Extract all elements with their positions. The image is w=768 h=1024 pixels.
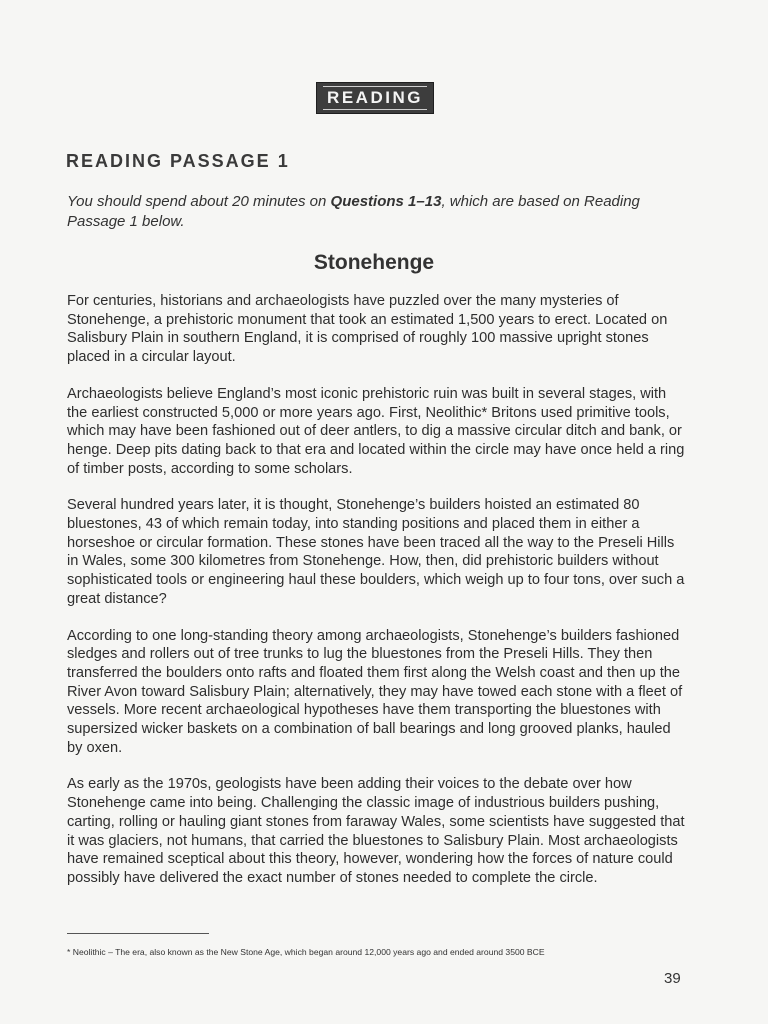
paragraph: Archaeologists believe England’s most iconic prehistoric ruin was built in several stages, with the earliest constructed 5,000 or more years ago. First, Neolithic* Britons used primitive tools, which may have been fashioned out of deer antlers, to dig a massive circular ditch and bank, or henge. Deep pits dating back to that era and located within the circle may have once held a ring of timber posts, according to some scholars. bbox=[67, 385, 685, 477]
section-label: READING bbox=[323, 86, 427, 110]
passage-heading: READING PASSAGE 1 bbox=[66, 151, 290, 171]
paragraph: Several hundred years later, it is thought, Stonehenge’s builders hoisted an estimated 80 bluestones, 43 of which remain today, into standing positions and placed them in either a horseshoe or circular formation. These stones have been traced all the way to the Preseli Hills in Wales, some 300 kilometres from Stonehenge. How, then, did prehistoric builders without sophisticated tools or engineering haul these boulders, which weigh up to four tons, over such a great distance? bbox=[67, 497, 685, 607]
section-label-box bbox=[316, 82, 434, 114]
page-number: 39 bbox=[664, 970, 681, 987]
instructions bbox=[67, 192, 687, 232]
instructions-text-end: , which are based on Reading Passage 1 below. bbox=[67, 193, 640, 230]
passage-body bbox=[67, 292, 685, 906]
paragraph: As early as the 1970s, geologists have been adding their voices to the debate over how Stonehenge came into being. Challenging the classic image of industrious builders pushing, carting, rolling or hauling giant stones from faraway Wales, some scientists have suggested that it was glaciers, not humans, that carried the bluestones to Salisbury Plain. Most archaeologists have remained sceptical about this theory, however, wondering how the forces of nature could possibly have delivered the exact number of stones needed to complete the circle. bbox=[67, 776, 685, 886]
paragraph: According to one long-standing theory among archaeologists, Stonehenge’s builders fashioned sledges and rollers out of tree trunks to lug the bluestones from the Preseli Hills. They then transferred the boulders onto rafts and floated them first along the Welsh coast and then up the River Avon toward Salisbury Plain; alternatively, they may have towed each stone with a fleet of vessels. More recent archaeological hypotheses have them transporting the bluestones with supersized wicker baskets on a combination of ball bearings and long grooved planks, hauled by oxen. bbox=[67, 627, 683, 756]
footnote-divider bbox=[67, 933, 209, 934]
paragraph: For centuries, historians and archaeologists have puzzled over the many mysteries of Stonehenge, a prehistoric monument that took an estimated 1,500 years to erect. Located on Salisbury Plain in southern England, it is comprised of roughly 100 massive upright stones placed in a circular layout. bbox=[67, 293, 668, 366]
footnote: * Neolithic – The era, also known as the New Stone Age, which began around 12,000 years ago and ended around 3500 BCE bbox=[67, 947, 545, 957]
instructions-text: You should spend about 20 minutes on bbox=[67, 193, 331, 210]
instructions-questions: Questions 1–13 bbox=[330, 193, 442, 210]
passage-title: Stonehenge bbox=[313, 251, 435, 274]
